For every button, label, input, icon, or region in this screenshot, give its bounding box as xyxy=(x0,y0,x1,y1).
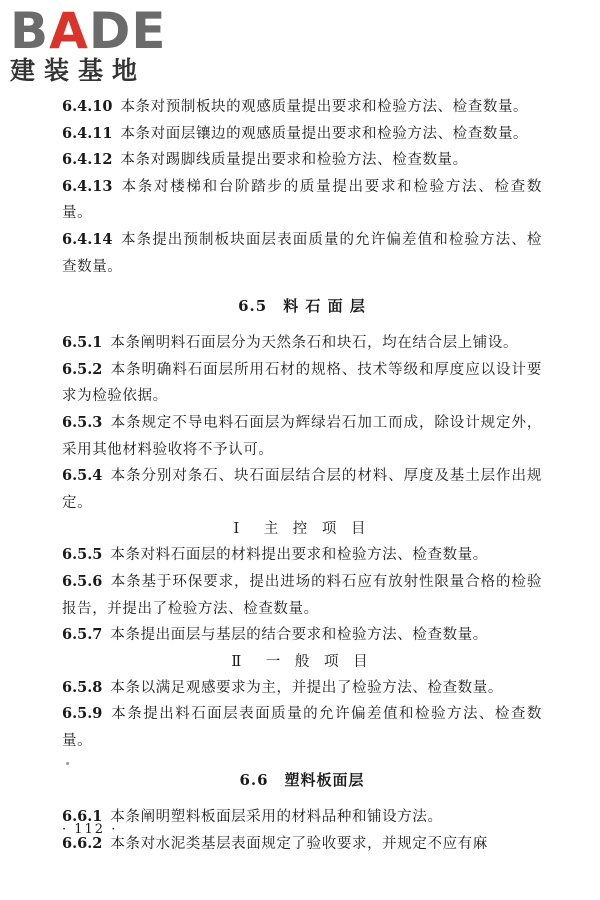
clause-number: 6.4.10 xyxy=(62,98,113,115)
clause-text: 本条明确料石面层所用石材的规格、技术等级和厚度应以设计要求为检验依据。 xyxy=(62,361,542,405)
clause-text: 本条以满足观感要求为主，并提出了检验方法、检查数量。 xyxy=(110,679,503,696)
clause-text: 本条对预制板块的观感质量提出要求和检验方法、检查数量。 xyxy=(120,99,529,115)
clause-text: 本条对料石面层的材料提出要求和检验方法、检查数量。 xyxy=(110,547,488,564)
logo-subtitle: 建装基地 xyxy=(10,56,147,85)
clause-text: 本条规定不导电料石面层为辉绿岩石加工而成，除设计规定外，采用其他材料验收将不予认可。 xyxy=(62,414,542,458)
decorative-dot xyxy=(66,762,69,765)
clause-number: 6.5.9 xyxy=(62,705,103,723)
subsection-heading: Ⅰ 主 控 项 目 xyxy=(233,521,371,538)
clause-number: 6.5.8 xyxy=(62,678,103,696)
clause-number: 6.6.2 xyxy=(62,835,103,853)
clause-paragraph xyxy=(62,410,542,463)
clause-number: 6.5.5 xyxy=(62,546,103,564)
clause-number: 6.4.11 xyxy=(62,124,113,142)
clause-paragraph xyxy=(62,622,542,649)
clause-paragraph xyxy=(62,463,542,516)
clause-number: 6.5.7 xyxy=(62,626,103,644)
section-heading: 6.5 料 石 面 层 xyxy=(238,297,366,316)
clause-paragraph xyxy=(62,357,542,410)
clause-paragraph xyxy=(62,330,542,357)
clause-number: 6.5.4 xyxy=(62,467,103,485)
bade-logo xyxy=(10,4,180,90)
clause-paragraph xyxy=(62,701,542,754)
clause-paragraph xyxy=(62,804,542,831)
clause-number: 6.6.1 xyxy=(62,808,103,826)
clause-number: 6.4.14 xyxy=(62,230,113,248)
clause-paragraph xyxy=(62,675,542,702)
clause-text: 本条对水泥类基层表面规定了验收要求，并规定不应有麻 xyxy=(110,836,488,853)
clause-paragraph xyxy=(62,94,542,121)
clause-text: 本条提出料石面层表面质量的允许偏差值和检验方法、检查数量。 xyxy=(62,706,542,749)
clause-paragraph xyxy=(62,831,542,858)
clause-paragraph xyxy=(62,542,542,569)
clause-number: 6.5.6 xyxy=(62,572,103,590)
clause-number: 6.5.1 xyxy=(62,334,103,352)
clause-text: 本条提出面层与基层的结合要求和检验方法、检查数量。 xyxy=(110,627,488,644)
document-body xyxy=(62,94,542,858)
section-heading: 6.6 塑料板面层 xyxy=(239,771,365,790)
clause-number: 6.5.2 xyxy=(62,360,103,378)
clause-text: 本条阐明料石面层分为天然条石和块石，均在结合层上铺设。 xyxy=(110,335,519,352)
logo-wordmark: BADE xyxy=(10,2,167,60)
clause-paragraph xyxy=(62,121,542,148)
clause-text: 本条基于环保要求，提出进场的料石应有放射性限量合格的检验报告，并提出了检验方法、检查数量。 xyxy=(62,573,542,617)
clause-text: 本条对楼梯和台阶踏步的质量提出要求和检验方法、检查数量。 xyxy=(62,178,542,222)
clause-text: 本条分别对条石、块石面层结合层的材料、厚度及基土层作出规定。 xyxy=(62,468,542,511)
clause-paragraph xyxy=(62,227,542,280)
clause-number: 6.4.12 xyxy=(62,151,113,169)
clause-number: 6.4.13 xyxy=(62,177,113,195)
clause-text: 本条提出预制板块面层表面质量的允许偏差值和检验方法、检查数量。 xyxy=(62,231,542,275)
page-number: · 112 · xyxy=(62,822,118,837)
clause-paragraph xyxy=(62,569,542,622)
clause-paragraph xyxy=(62,174,542,227)
clause-paragraph xyxy=(62,147,542,174)
subsection-heading: Ⅱ 一 般 项 目 xyxy=(231,653,373,670)
clause-text: 本条对面层镶边的观感质量提出要求和检验方法、检查数量。 xyxy=(120,125,529,142)
clause-text: 本条对踢脚线质量提出要求和检验方法、检查数量。 xyxy=(120,152,468,169)
clause-number: 6.5.3 xyxy=(62,413,103,431)
clause-text: 本条阐明塑料板面层采用的材料品种和铺设方法。 xyxy=(110,809,443,826)
